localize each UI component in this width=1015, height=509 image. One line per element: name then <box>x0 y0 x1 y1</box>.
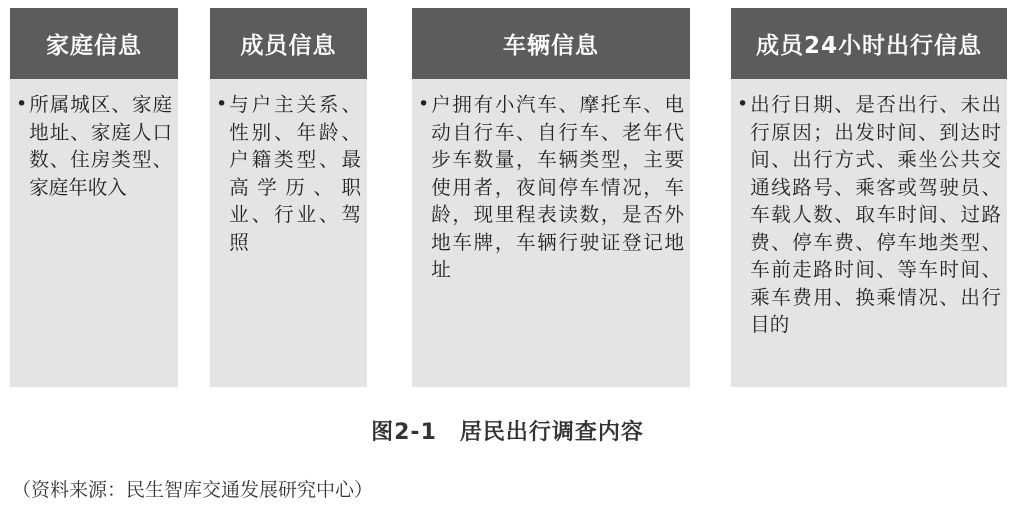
card-title: 车辆信息 <box>503 33 599 59</box>
card-household-info <box>10 8 178 387</box>
card-vehicle-info <box>412 8 690 387</box>
card-title: 成员信息 <box>240 33 337 59</box>
card-text: 户拥有小汽车、摩托车、电动自行车、自行车、老年代步车数量，车辆类型，主要使用者，夜间停车情况，车龄，现里程表读数，是否外地车牌，车辆行驶证登记地址 <box>431 93 684 281</box>
card-title: 成员24小时出行信息 <box>755 33 982 59</box>
source-note: （资料来源：民生智库交通发展研究中心） <box>12 479 374 501</box>
card-trip-info <box>731 8 1007 387</box>
card-text: 与户主关系、性别、年龄、户籍类型、最高学历、职业、行业、驾照 <box>229 93 361 254</box>
card-body <box>210 79 367 387</box>
card-header <box>412 8 690 79</box>
bullet-item <box>737 91 1001 339</box>
card-text: 所属城区、家庭地址、家庭人口数、住房类型、家庭年收入 <box>29 93 172 199</box>
card-title: 家庭信息 <box>46 33 142 59</box>
card-header <box>210 8 367 79</box>
card-member-info <box>210 8 367 387</box>
bullet-item <box>418 91 684 284</box>
card-body <box>412 79 690 387</box>
card-text: 出行日期、是否出行、未出行原因；出发时间、到达时间、出行方式、乘坐公共交通线路号、乘客或驾驶员、车载人数、取车时间、过路费、停车费、停车地类型、车前走路时间、等车时间、乘车费用、换乘情况、出行目的 <box>750 93 1001 336</box>
bullet-icon: • <box>216 93 228 115</box>
bullet-item <box>216 91 361 256</box>
bullet-icon: • <box>737 93 749 115</box>
bullet-icon: • <box>418 93 430 115</box>
figure-caption: 图2-1 居民出行调查内容 <box>371 420 644 445</box>
card-header <box>10 8 178 79</box>
card-body <box>731 79 1007 387</box>
bullet-icon: • <box>16 93 28 115</box>
bullet-item <box>16 91 172 201</box>
card-body <box>10 79 178 387</box>
card-header <box>731 8 1007 79</box>
